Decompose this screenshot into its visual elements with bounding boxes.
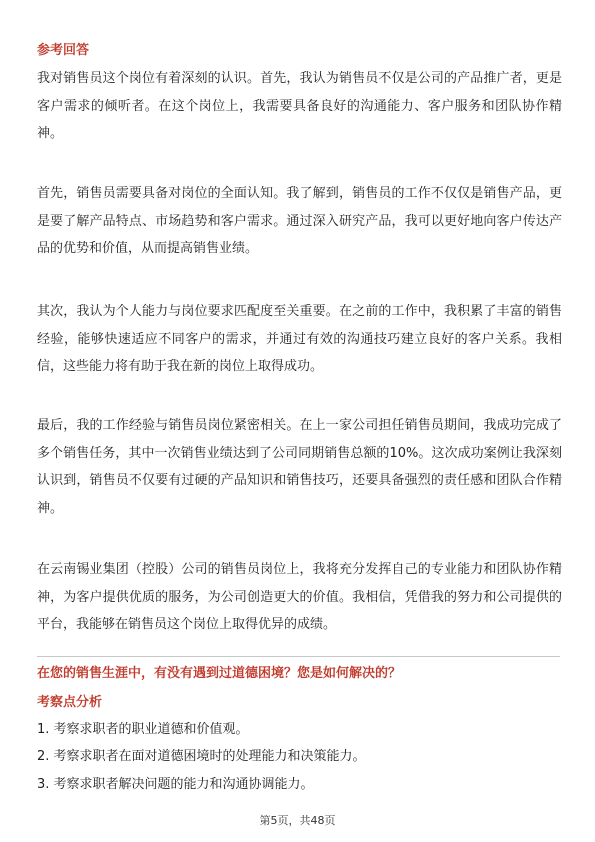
interview-question: 在您的销售生涯中，有没有遇到过道德困境？您是如何解决的？: [37, 666, 402, 681]
answer-paragraph-3: 其次，我认为个人能力与岗位要求匹配度至关重要。在之前的工作中，我积累了丰富的销售经验，能够快速适应不同客户的需求，并通过有效的沟通技巧建立良好的客户关系。我相信，这些能力将有助于我在新的岗位上取得成功。: [37, 304, 562, 374]
answer-paragraph-1: 我对销售员这个岗位有着深刻的认识。首先，我认为销售员不仅是公司的产品推广者，更是客户需求的倾听者。在这个岗位上，我需要具备良好的沟通能力、客户服务和团队协作精神。: [37, 71, 562, 141]
analysis-item-1: 1. 考察求职者的职业道德和价值观。: [37, 722, 249, 737]
answer-paragraph-5: 在云南锡业集团（控股）公司的销售员岗位上，我将充分发挥自己的专业能力和团队协作精神，为客户提供优质的服务，为公司创造更大的价值。我相信，凭借我的努力和公司提供的平台，我能够在销售员这个岗位上取得优异的成绩。: [37, 562, 562, 632]
section-divider: [37, 656, 560, 657]
answer-label: 参考回答: [37, 43, 90, 58]
answer-paragraph-2: 首先，销售员需要具备对岗位的全面认知。我了解到，销售员的工作不仅仅是销售产品，更是要了解产品特点、市场趋势和客户需求。通过深入研究产品，我可以更好地向客户传达产品的优势和价值，从而提高销售业绩。: [37, 186, 562, 256]
analysis-item-3: 3. 考察求职者解决问题的能力和沟通协调能力。: [37, 777, 314, 792]
analysis-item-2: 2. 考察求职者在面对道德困境时的处理能力和决策能力。: [37, 749, 366, 764]
answer-paragraph-4: 最后，我的工作经验与销售员岗位紧密相关。在上一家公司担任销售员期间，我成功完成了多个销售任务，其中一次销售业绩达到了公司同期销售总额的10%。这次成功案例让我深刻认识到，销售员不仅要有过硬的产品知识和销售技巧，还要具备强烈的责任感和团队合作精神。: [37, 418, 562, 516]
analysis-label: 考察点分析: [37, 695, 103, 710]
page-number-footer: 第5页，共48页: [259, 814, 336, 827]
